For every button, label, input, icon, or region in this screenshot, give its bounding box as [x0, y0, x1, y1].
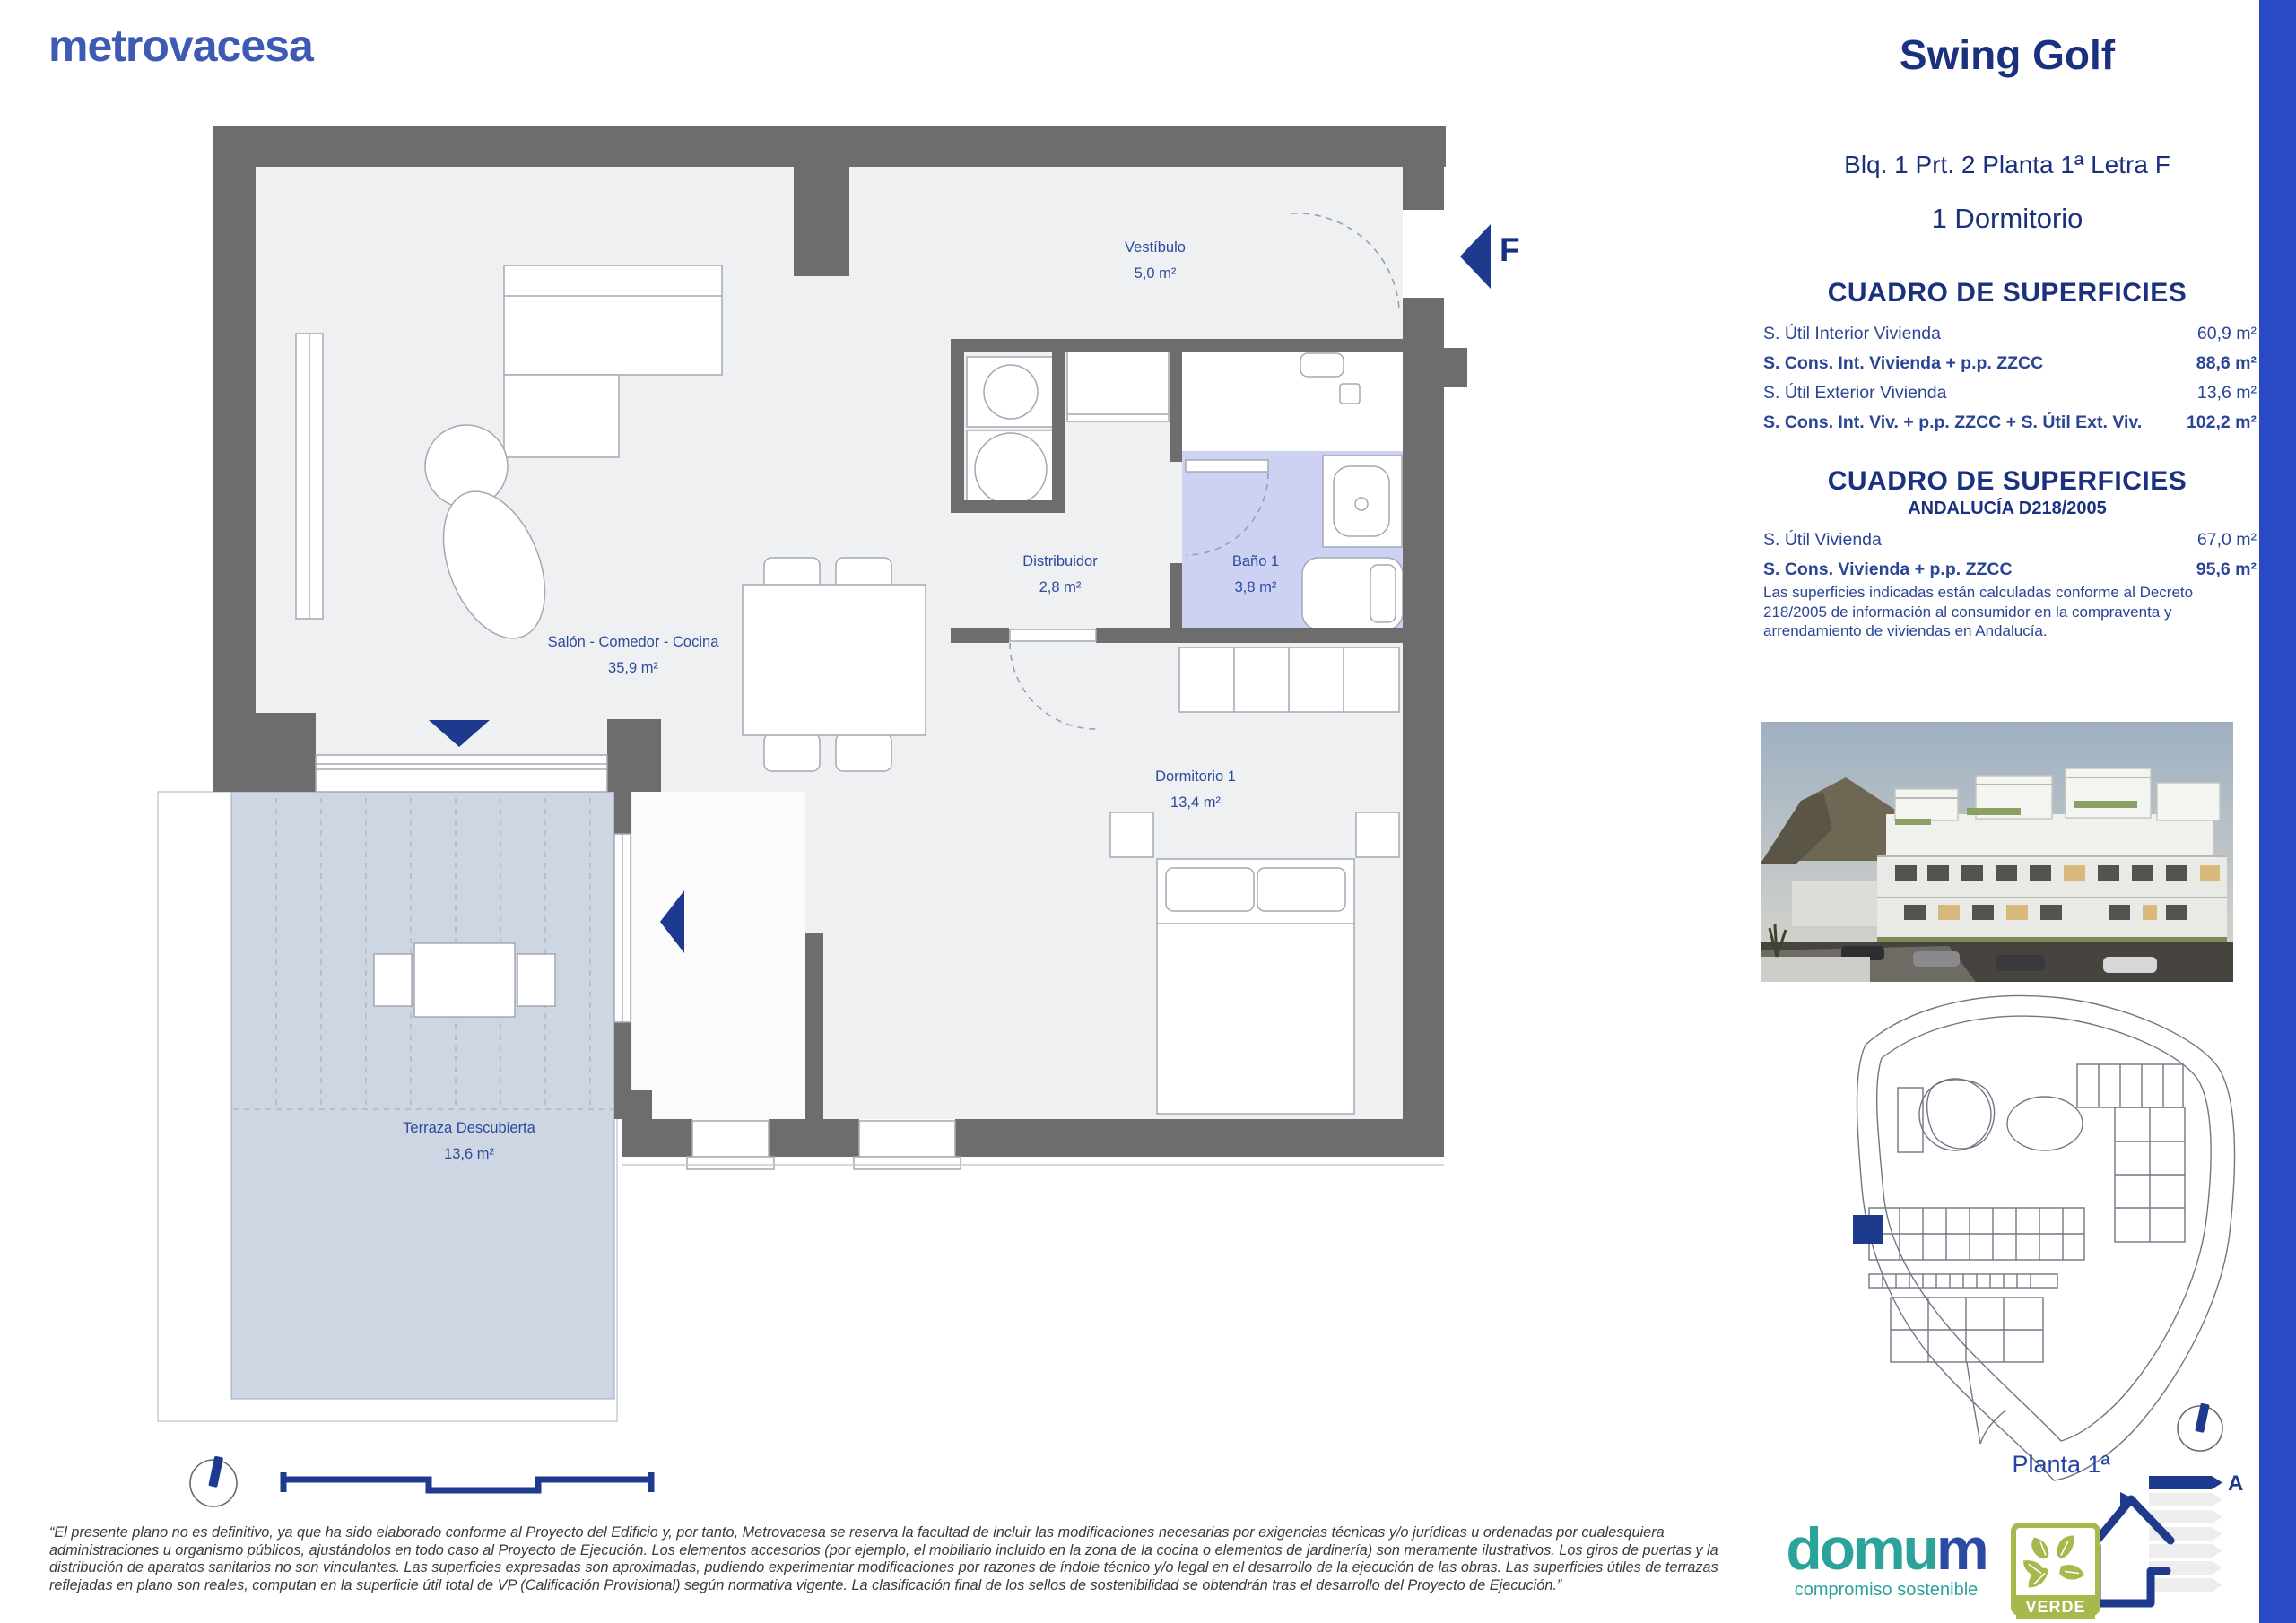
verde-leaves-icon	[2016, 1528, 2095, 1595]
energy-rating-letter: A	[2228, 1471, 2244, 1496]
room-area: 13,6 m²	[444, 1145, 494, 1162]
scale-bar	[283, 1472, 651, 1492]
room-label-distribuidor	[1022, 549, 1097, 601]
entrance-opening	[1403, 210, 1444, 298]
surfaces-table2	[1763, 525, 2257, 585]
room-name: Baño 1	[1231, 553, 1280, 569]
room-name: Dormitorio 1	[1155, 768, 1236, 785]
room-name: Terraza Descubierta	[403, 1120, 535, 1136]
room-name: Salón - Comedor - Cocina	[547, 634, 719, 650]
table-row	[1763, 378, 2257, 408]
accent-sidebar	[2259, 0, 2296, 1623]
legal-disclaimer: “El presente plano no es definitivo, ya que ha sido elaborado conforme al Proyecto del Edificio y, por tanto, Metrovacesa se reserva la facultad de incluir las modificaciones necesarias por exigencias técnicas y/o jurídicas u ordenadas por cualesquiera administraciones u organismo públicos, ajustándolos en todo caso al Proyecto de Ejecución. Los elementos accesorios (por ejemplo, el mobiliario incluido en la zona de la cocina o elementos de jardinería) son meramente ilustrativos. Los giros de puertas y la distribución de aparatos sanitarios no son vinculantes. Las superficies expresadas son aproximadas, pudiendo experimentar modificaciones por razones de índole técnico y/o legal en el desarrollo de la ejecución de las obras. Las superficies útiles de terrazas reflejadas en plano son reales, computan en la superficie útil total de VP (Calificación Provisional) según normativa vigente. La clasificación final de los sellos de sostenibilidad se obtendrán tras el desarrollo del Proyecto de Ejecución.”	[49, 1524, 1718, 1593]
terrace-sliding-door	[316, 755, 607, 792]
nightstand	[1110, 812, 1153, 857]
room-area: 5,0 m²	[1134, 265, 1177, 282]
floor-label: Planta 1ª	[2012, 1451, 2110, 1478]
surfaces-table	[1763, 319, 2257, 438]
table-row	[1763, 525, 2257, 555]
bedroom-door-leaf	[1010, 629, 1096, 641]
row-value: 88,6 m²	[2196, 353, 2257, 373]
hall-window	[614, 834, 631, 1022]
unit-subtitle: Blq. 1 Prt. 2 Planta 1ª Letra F	[1844, 151, 2170, 178]
bed	[1157, 859, 1354, 1114]
surfaces-table2-subtitle: ANDALUCÍA D218/2005	[1908, 499, 2107, 518]
row-label: S. Cons. Vivienda + p.p. ZZCC	[1763, 560, 2013, 579]
room-area: 35,9 m²	[608, 659, 658, 676]
room-area: 3,8 m²	[1234, 578, 1277, 595]
row-value: 60,9 m²	[2196, 324, 2257, 343]
hall-floor	[632, 792, 805, 1119]
domum-blue-letter: m	[1935, 1515, 1987, 1582]
decree-note: Las superficies indicadas están calculadas conforme al Decreto 218/2005 de información al consumidor en la compraventa y arrendamiento de viviendas en Andalucía.	[1763, 584, 2194, 639]
room-label-terraza	[403, 1115, 535, 1167]
row-value: 13,6 m²	[2196, 383, 2257, 403]
wardrobe	[1179, 647, 1399, 712]
compass-icon	[2169, 1397, 2231, 1460]
site-plan-highlighted-unit	[1853, 1215, 1883, 1244]
row-label: S. Cons. Int. Vivienda + p.p. ZZCC	[1763, 353, 2044, 373]
bathroom-upper-floor	[1182, 352, 1403, 451]
terrace-floor	[231, 792, 614, 1399]
tv-sideboard	[296, 334, 323, 619]
room-label-bano	[1232, 549, 1279, 601]
row-label: S. Útil Exterior Vivienda	[1763, 383, 1947, 403]
domum-teal-letters: domu	[1786, 1515, 1936, 1582]
domum-tagline: compromiso sostenible	[1794, 1580, 1979, 1600]
row-value: 95,6 m²	[2196, 560, 2257, 579]
room-name: Distribuidor	[1022, 553, 1098, 569]
building-photo	[1761, 722, 2233, 982]
table-row	[1763, 408, 2257, 438]
room-label-dormitorio	[1155, 764, 1236, 816]
bathtub	[1302, 558, 1403, 629]
room-area: 13,4 m²	[1170, 794, 1221, 811]
surfaces-table2-title: CUADRO DE SUPERFICIES	[1827, 466, 2187, 496]
bathroom-door-leaf	[1186, 460, 1268, 472]
room-area: 2,8 m²	[1039, 578, 1082, 595]
washer-dryer	[967, 357, 1055, 508]
surfaces-table-title: CUADRO DE SUPERFICIES	[1827, 278, 2187, 308]
kitchen-counter	[1067, 352, 1169, 421]
verde-label: VERDE	[2016, 1595, 2095, 1619]
unit-type: 1 Dormitorio	[1931, 203, 2083, 234]
verde-badge	[2011, 1523, 2100, 1616]
window	[687, 1121, 774, 1169]
domum-wordmark	[1778, 1515, 1995, 1582]
table-row	[1763, 319, 2257, 349]
table-row	[1763, 555, 2257, 585]
room-name: Vestíbulo	[1125, 239, 1186, 256]
entrance-arrow-icon	[1460, 224, 1491, 289]
page-title: Swing Golf	[1899, 31, 2116, 78]
entrance-letter: F	[1500, 231, 1520, 268]
domum-logo	[1778, 1515, 1995, 1601]
room-label-vestibulo	[1125, 235, 1186, 287]
nightstand	[1356, 812, 1399, 857]
table-row	[1763, 349, 2257, 378]
compass-icon	[190, 1456, 237, 1506]
terrace-table-set	[374, 943, 555, 1017]
row-value: 102,2 m²	[2186, 412, 2257, 432]
row-value: 67,0 m²	[2196, 530, 2257, 550]
energy-rating-icon	[2079, 1469, 2258, 1612]
metrovacesa-logo: metrovacesa	[48, 21, 313, 71]
row-label: S. Útil Interior Vivienda	[1763, 324, 1941, 343]
window	[854, 1121, 961, 1169]
washbasin	[1323, 456, 1402, 547]
row-label: S. Útil Vivienda	[1763, 530, 1882, 550]
room-label-salon	[548, 629, 719, 681]
row-label: S. Cons. Int. Viv. + p.p. ZZCC + S. Útil Ext. Viv.	[1763, 412, 2143, 432]
